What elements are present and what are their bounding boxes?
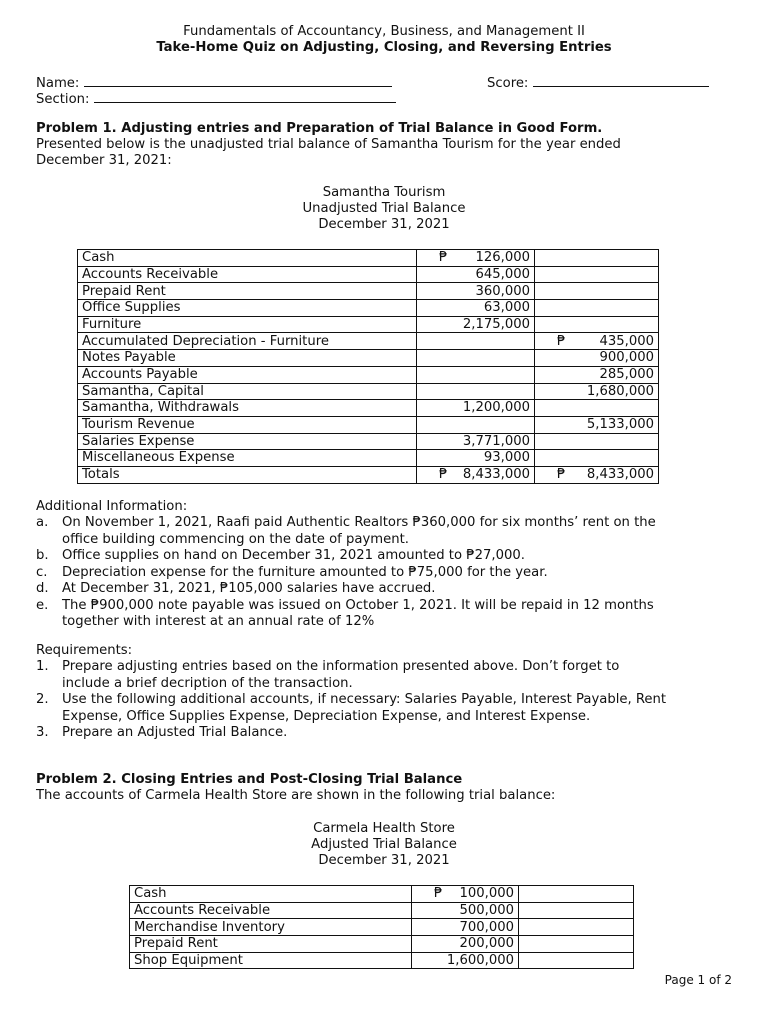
- p1-report-title: Unadjusted Trial Balance: [302, 201, 466, 216]
- table-row: [78, 333, 659, 350]
- credit-cell: [535, 433, 659, 450]
- table-row: [78, 383, 659, 400]
- additional-info-list: [36, 515, 736, 631]
- account-cell: Tourism Revenue: [78, 416, 417, 433]
- credit-cell: [535, 250, 659, 267]
- debit-cell: [417, 400, 535, 417]
- credit-amount: 435,000: [599, 333, 654, 349]
- problem2-title: Problem 2. Closing Entries and Post-Closing Trial Balance: [36, 772, 463, 787]
- credit-amount: 1,680,000: [586, 383, 654, 399]
- credit-cell: [535, 366, 659, 383]
- debit-cell: [412, 919, 519, 936]
- account-cell: Accounts Payable: [78, 366, 417, 383]
- debit-amount: 200,000: [459, 936, 514, 952]
- table-row: [130, 886, 634, 903]
- account-cell: Cash: [78, 250, 417, 267]
- credit-cell: [535, 283, 659, 300]
- table-row: [78, 450, 659, 467]
- account-cell: Prepaid Rent: [130, 936, 412, 953]
- debit-cell: [417, 366, 535, 383]
- debit-cell: [417, 283, 535, 300]
- account-cell: Samantha, Capital: [78, 383, 417, 400]
- credit-amount: 8,433,000: [586, 467, 654, 483]
- table-row: [130, 902, 634, 919]
- account-cell: Totals: [78, 466, 417, 483]
- credit-cell: [519, 952, 634, 969]
- credit-cell: [535, 300, 659, 317]
- account-cell: Merchandise Inventory: [130, 919, 412, 936]
- additional-info-item: [36, 515, 736, 548]
- list-line: Prepare an Adjusted Trial Balance.: [62, 725, 288, 740]
- debit-amount: 63,000: [483, 300, 530, 316]
- credit-cell: [535, 316, 659, 333]
- list-marker: 1.: [36, 659, 49, 674]
- debit-cell: [417, 266, 535, 283]
- table-row: [78, 366, 659, 383]
- debit-cell: [417, 250, 535, 267]
- list-marker: 2.: [36, 692, 49, 707]
- debit-amount: 8,433,000: [462, 467, 530, 483]
- debit-cell: [417, 466, 535, 483]
- table-row: [78, 350, 659, 367]
- credit-amount: 900,000: [599, 350, 654, 366]
- section-field[interactable]: [36, 89, 396, 109]
- p2-company: Carmela Health Store: [313, 821, 455, 836]
- p2-report-title: Adjusted Trial Balance: [311, 837, 457, 852]
- name-line: [84, 73, 392, 87]
- credit-cell: [519, 886, 634, 903]
- list-line: Use the following additional accounts, if necessary: Salaries Payable, Interest Payable, Rent: [62, 692, 667, 707]
- requirements-list: [36, 659, 736, 742]
- account-cell: Accounts Receivable: [130, 902, 412, 919]
- credit-cell: [535, 466, 659, 483]
- credit-cell: [535, 383, 659, 400]
- p1-company: Samantha Tourism: [322, 185, 446, 200]
- debit-cell: [417, 383, 535, 400]
- credit-amount: 285,000: [599, 366, 654, 382]
- table-row: [130, 936, 634, 953]
- debit-amount: 2,175,000: [462, 316, 530, 332]
- account-cell: Notes Payable: [78, 350, 417, 367]
- quiz-title: Take-Home Quiz on Adjusting, Closing, and Reversing Entries: [156, 40, 612, 55]
- page-number: Page 1 of 2: [664, 973, 732, 987]
- table-row: [78, 266, 659, 283]
- score-line: [533, 73, 709, 87]
- problem1-intro-1: Presented below is the unadjusted trial balance of Samantha Tourism for the year ended: [36, 137, 621, 152]
- debit-cell: [412, 902, 519, 919]
- credit-cell: [535, 350, 659, 367]
- list-marker: d.: [36, 581, 49, 596]
- account-cell: Furniture: [78, 316, 417, 333]
- list-line: Expense, Office Supplies Expense, Depreciation Expense, and Interest Expense.: [62, 708, 591, 724]
- score-field[interactable]: [487, 73, 709, 93]
- additional-info-title: Additional Information:: [36, 499, 188, 514]
- account-cell: Accumulated Depreciation - Furniture: [78, 333, 417, 350]
- account-cell: Office Supplies: [78, 300, 417, 317]
- debit-cell: [417, 316, 535, 333]
- list-marker: 3.: [36, 725, 49, 740]
- additional-info-item: [36, 548, 736, 565]
- list-marker: a.: [36, 515, 49, 530]
- credit-cell: [535, 416, 659, 433]
- list-marker: b.: [36, 548, 49, 563]
- problem2-intro: The accounts of Carmela Health Store are shown in the following trial balance:: [36, 788, 556, 803]
- debit-amount: 360,000: [475, 283, 530, 299]
- table-row: [78, 283, 659, 300]
- peso-sign: ₱: [439, 250, 448, 266]
- debit-cell: [417, 433, 535, 450]
- requirement-item: [36, 659, 736, 692]
- table-row: [78, 466, 659, 483]
- unadjusted-trial-balance-table: [77, 249, 659, 484]
- credit-amount: 5,133,000: [586, 417, 654, 433]
- debit-amount: 126,000: [475, 250, 530, 266]
- credit-cell: [535, 266, 659, 283]
- peso-sign: ₱: [434, 886, 443, 902]
- adjusted-trial-balance-table: [129, 885, 634, 969]
- peso-sign: ₱: [557, 333, 566, 349]
- list-marker: e.: [36, 597, 49, 613]
- debit-amount: 700,000: [459, 919, 514, 935]
- credit-cell: [535, 450, 659, 467]
- account-cell: Samantha, Withdrawals: [78, 400, 417, 417]
- problem1-intro-2: December 31, 2021:: [36, 153, 172, 168]
- requirement-item: [36, 692, 736, 725]
- table-row: [130, 919, 634, 936]
- credit-cell: [535, 333, 659, 350]
- debit-amount: 1,600,000: [446, 952, 514, 968]
- debit-cell: [417, 350, 535, 367]
- debit-cell: [417, 333, 535, 350]
- list-line: At December 31, 2021, ₱105,000 salaries have accrued.: [62, 581, 436, 596]
- debit-cell: [412, 952, 519, 969]
- list-line: On November 1, 2021, Raafi paid Authentic Realtors ₱360,000 for six months’ rent on the: [62, 515, 656, 530]
- list-line: Prepare adjusting entries based on the information presented above. Don’t forget to: [62, 659, 620, 674]
- list-line: Depreciation expense for the furniture amounted to ₱75,000 for the year.: [62, 564, 548, 580]
- table-row: [78, 316, 659, 333]
- credit-cell: [519, 936, 634, 953]
- credit-cell: [519, 902, 634, 919]
- score-label: Score:: [487, 76, 529, 91]
- account-cell: Miscellaneous Expense: [78, 450, 417, 467]
- problem1-title: Problem 1. Adjusting entries and Preparation of Trial Balance in Good Form.: [36, 121, 603, 136]
- credit-cell: [535, 400, 659, 417]
- account-cell: Prepaid Rent: [78, 283, 417, 300]
- list-line: The ₱900,000 note payable was issued on October 1, 2021. It will be repaid in 12 months: [62, 597, 654, 613]
- section-line: [94, 89, 396, 103]
- list-line: Office supplies on hand on December 31, 2021 amounted to ₱27,000.: [62, 548, 525, 563]
- account-cell: Cash: [130, 886, 412, 903]
- peso-sign: ₱: [439, 467, 448, 483]
- debit-amount: 500,000: [459, 902, 514, 918]
- name-label: Name:: [36, 76, 80, 91]
- debit-amount: 3,771,000: [462, 433, 530, 449]
- account-cell: Shop Equipment: [130, 952, 412, 969]
- p1-report-date: December 31, 2021: [318, 217, 450, 232]
- list-line: office building commencing on the date of payment.: [62, 531, 409, 547]
- additional-info-item: [36, 598, 736, 631]
- account-cell: Accounts Receivable: [78, 266, 417, 283]
- additional-info-item: [36, 565, 736, 582]
- debit-cell: [412, 886, 519, 903]
- course-title: Fundamentals of Accountancy, Business, and Management II: [183, 24, 585, 39]
- debit-cell: [417, 450, 535, 467]
- table-row: [78, 433, 659, 450]
- requirement-item: [36, 725, 736, 742]
- additional-info-item: [36, 581, 736, 598]
- table-row: [78, 300, 659, 317]
- table-row: [78, 416, 659, 433]
- table-row: [78, 400, 659, 417]
- debit-amount: 645,000: [475, 266, 530, 282]
- debit-amount: 1,200,000: [462, 400, 530, 416]
- debit-amount: 100,000: [459, 886, 514, 902]
- section-label: Section:: [36, 92, 90, 107]
- list-line: include a brief decription of the transaction.: [62, 675, 353, 691]
- requirements-title: Requirements:: [36, 643, 133, 658]
- peso-sign: ₱: [557, 467, 566, 483]
- list-line: together with interest at an annual rate of 12%: [62, 614, 375, 629]
- table-row: [78, 250, 659, 267]
- credit-cell: [519, 919, 634, 936]
- debit-amount: 93,000: [483, 450, 530, 466]
- debit-cell: [412, 936, 519, 953]
- p2-report-date: December 31, 2021: [318, 853, 450, 868]
- account-cell: Salaries Expense: [78, 433, 417, 450]
- list-marker: c.: [36, 564, 48, 580]
- table-row: [130, 952, 634, 969]
- debit-cell: [417, 416, 535, 433]
- debit-cell: [417, 300, 535, 317]
